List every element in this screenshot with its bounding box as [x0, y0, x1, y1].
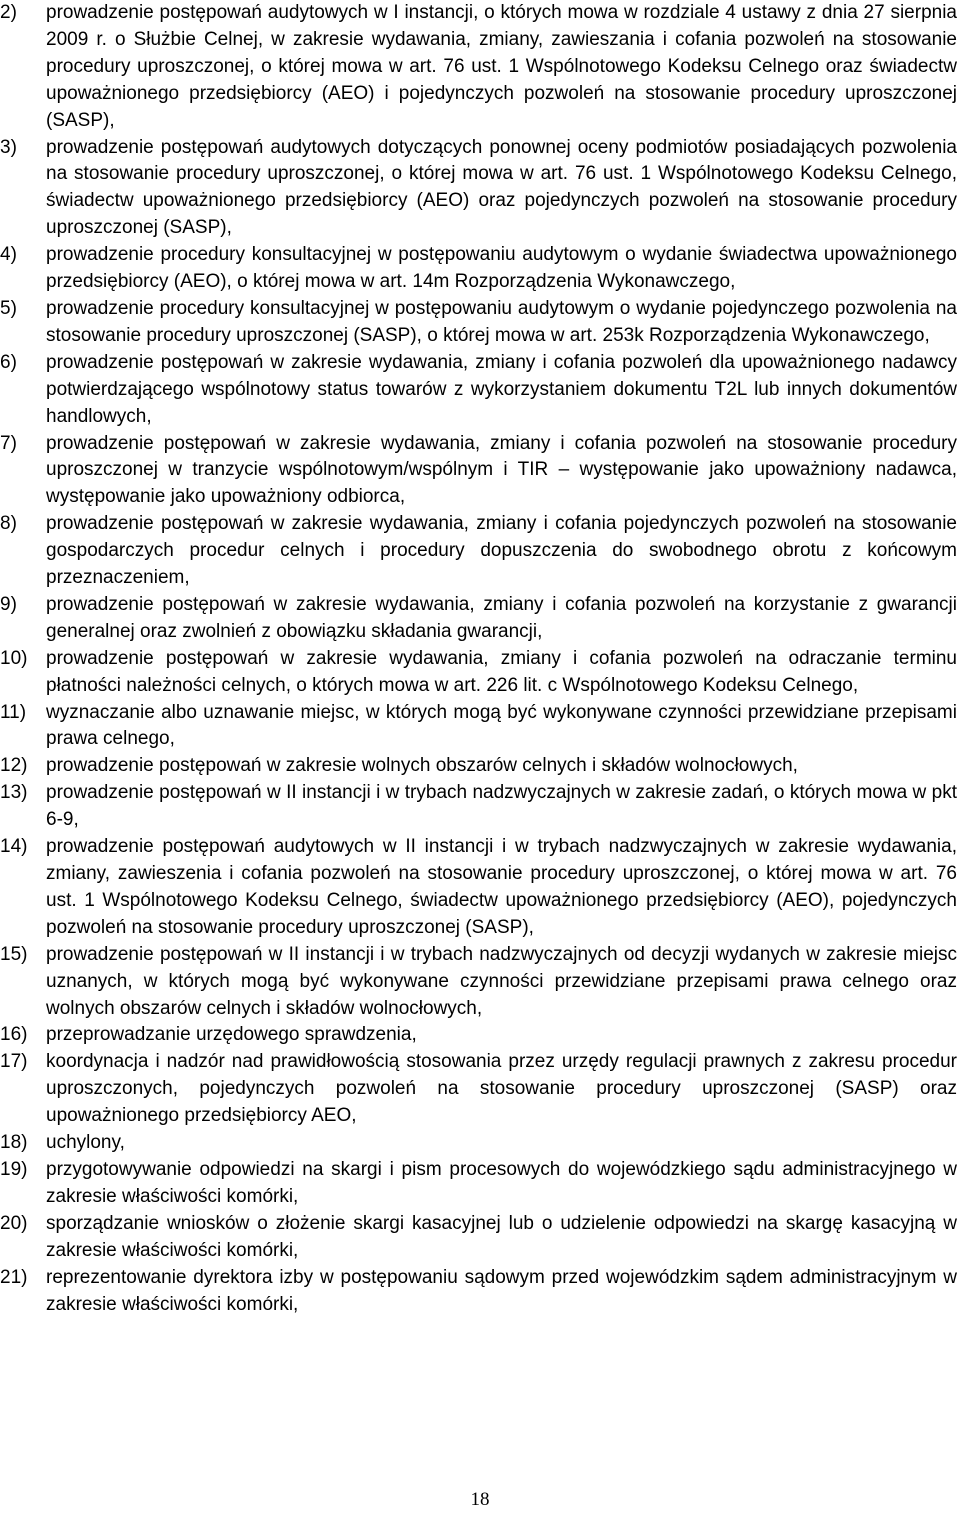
item-text: prowadzenie postępowań audytowych w II instancji i w trybach nadzwyczajnych w zakresie wydawania, zmiany, zawieszenia i cofania pozwoleń na stosowanie procedury uproszczonej, o której mowa w art. 76 ust. 1 Wspólnotowego Kodeksu Celnego, świadectw upoważnionego przedsiębiorcy (AEO), pojedynczych pozwoleń na stosowanie procedury uproszczonej (SASP),	[46, 836, 957, 938]
list-item-6	[0, 350, 957, 431]
list-item-3	[0, 135, 957, 243]
item-text: prowadzenie postępowań w II instancji i w trybach nadzwyczajnych w zakresie zadań, o których mowa w pkt 6-9,	[46, 782, 957, 831]
list-item-12	[0, 753, 957, 780]
list-item-16	[0, 1022, 957, 1049]
list-item-15	[0, 942, 957, 1023]
item-number: 16)	[0, 1024, 28, 1046]
item-text: prowadzenie postępowań w zakresie wydawania, zmiany i cofania pozwoleń na stosowanie procedury uproszczonej w tranzycie wspólnotowym/wspólnym i TIR – występowanie jako upoważniony nadawca, występowanie jako upoważniony odbiorca,	[46, 432, 957, 508]
item-number: 15)	[0, 943, 28, 965]
item-text: prowadzenie postępowań audytowych w I instancji, o których mowa w rozdziale 4 ustawy z dnia 27 sierpnia 2009 r. o Służbie Celnej, w zakresie wydawania, zmiany, zawieszania i cofania pozwoleń na stosowanie procedury uproszczonej, o której mowa w art. 76 ust. 1 Wspólnotowego Kodeksu Celnego oraz świadectw upoważnionego przedsiębiorcy (AEO) i pojedynczych pozwoleń na stosowanie procedury uproszczonej (SASP),	[46, 2, 957, 131]
item-number: 9)	[0, 593, 17, 615]
item-number: 2)	[0, 2, 17, 23]
item-number: 18)	[0, 1132, 28, 1154]
list-item-5	[0, 296, 957, 350]
item-number: 19)	[0, 1158, 28, 1180]
item-number: 4)	[0, 244, 17, 266]
list-item-10	[0, 646, 957, 700]
list-item-13	[0, 780, 957, 834]
item-text: prowadzenie postępowań w zakresie wydawania, zmiany i cofania pozwoleń na korzystanie z gwarancji generalnej oraz zwolnień z obowiązku składania gwarancji,	[46, 593, 957, 642]
list-item-19	[0, 1157, 957, 1211]
item-text: reprezentowanie dyrektora izby w postępowaniu sądowym przed wojewódzkim sądem administracyjnym w zakresie właściwości komórki,	[46, 1266, 957, 1315]
item-number: 6)	[0, 351, 17, 373]
item-text: koordynacja i nadzór nad prawidłowością stosowania przez urzędy regulacji prawnych z zakresu procedur uproszczonych, pojedynczych pozwoleń na stosowanie procedury uproszczonej (SASP) oraz upoważnionego przedsiębiorcy AEO,	[46, 1051, 957, 1127]
list-item-18	[0, 1130, 957, 1157]
item-text: prowadzenie procedury konsultacyjnej w postępowaniu audytowym o wydanie pojedynczego pozwolenia na stosowanie procedury uproszczonej (SASP), o której mowa w art. 253k Rozporządzenia Wykonawczego,	[46, 297, 957, 346]
item-number: 17)	[0, 1051, 28, 1073]
item-text: wyznaczanie albo uznawanie miejsc, w których mogą być wykonywane czynności przewidziane przepisami prawa celnego,	[46, 701, 957, 750]
item-text: prowadzenie procedury konsultacyjnej w postępowaniu audytowym o wydanie świadectwa upoważnionego przedsiębiorcy (AEO), o której mowa w art. 14m Rozporządzenia Wykonawczego,	[46, 244, 957, 293]
item-text: prowadzenie postępowań w zakresie wolnych obszarów celnych i składów wolnocłowych,	[46, 755, 798, 777]
list-item-20	[0, 1211, 957, 1265]
list-item-11	[0, 700, 957, 754]
item-number: 20)	[0, 1212, 28, 1234]
item-number: 5)	[0, 297, 17, 319]
item-text: przygotowywanie odpowiedzi na skargi i pism procesowych do wojewódzkiego sądu administracyjnego w zakresie właściwości komórki,	[46, 1158, 957, 1207]
item-text: uchylony,	[46, 1132, 125, 1154]
item-number: 14)	[0, 836, 28, 858]
list-item-14	[0, 834, 957, 942]
list-item-8	[0, 511, 957, 592]
list-item-9	[0, 592, 957, 646]
item-number: 10)	[0, 647, 28, 669]
item-text: przeprowadzanie urzędowego sprawdzenia,	[46, 1024, 417, 1046]
item-number: 12)	[0, 755, 28, 777]
item-number: 8)	[0, 513, 17, 535]
item-text: prowadzenie postępowań w II instancji i w trybach nadzwyczajnych od decyzji wydanych w zakresie miejsc uznanych, w których mogą być wykonywane czynności przewidziane przepisami prawa celnego oraz wolnych obszarów celnych i składów wolnocłowych,	[46, 943, 957, 1019]
item-number: 7)	[0, 432, 17, 454]
page-number: 18	[470, 1489, 490, 1510]
item-number: 21)	[0, 1266, 28, 1288]
list-item-21	[0, 1265, 957, 1319]
list-item-4	[0, 242, 957, 296]
list-item-2	[0, 0, 957, 135]
item-text: sporządzanie wniosków o złożenie skargi kasacyjnej lub o udzielenie odpowiedzi na skargę kasacyjną w zakresie właściwości komórki,	[46, 1212, 957, 1261]
item-text: prowadzenie postępowań w zakresie wydawania, zmiany i cofania pojedynczych pozwoleń na stosowanie gospodarczych procedur celnych i procedury dopuszczenia do swobodnego obrotu z końcowym przeznaczeniem,	[46, 513, 957, 589]
item-text: prowadzenie postępowań w zakresie wydawania, zmiany i cofania pozwoleń dla upoważnionego nadawcy potwierdzającego wspólnotowy status towarów z wykorzystaniem dokumentu T2L lub innych dokumentów handlowych,	[46, 351, 957, 427]
item-text: prowadzenie postępowań w zakresie wydawania, zmiany i cofania pozwoleń na odraczanie terminu płatności należności celnych, o których mowa w art. 226 lit. c Wspólnotowego Kodeksu Celnego,	[46, 647, 957, 696]
list-item-17	[0, 1049, 957, 1130]
list-item-7	[0, 431, 957, 512]
item-number: 11)	[0, 701, 27, 723]
item-text: prowadzenie postępowań audytowych dotyczących ponownej oceny podmiotów posiadających pozwolenia na stosowanie procedury uproszczonej, o której mowa w art. 76 ust. 1 Wspólnotowego Kodeksu Celnego, świadectw upoważnionego przedsiębiorcy (AEO) oraz pojedynczych pozwoleń na stosowanie procedury uproszczonej (SASP),	[46, 136, 957, 239]
item-number: 13)	[0, 782, 28, 804]
item-number: 3)	[0, 136, 17, 158]
